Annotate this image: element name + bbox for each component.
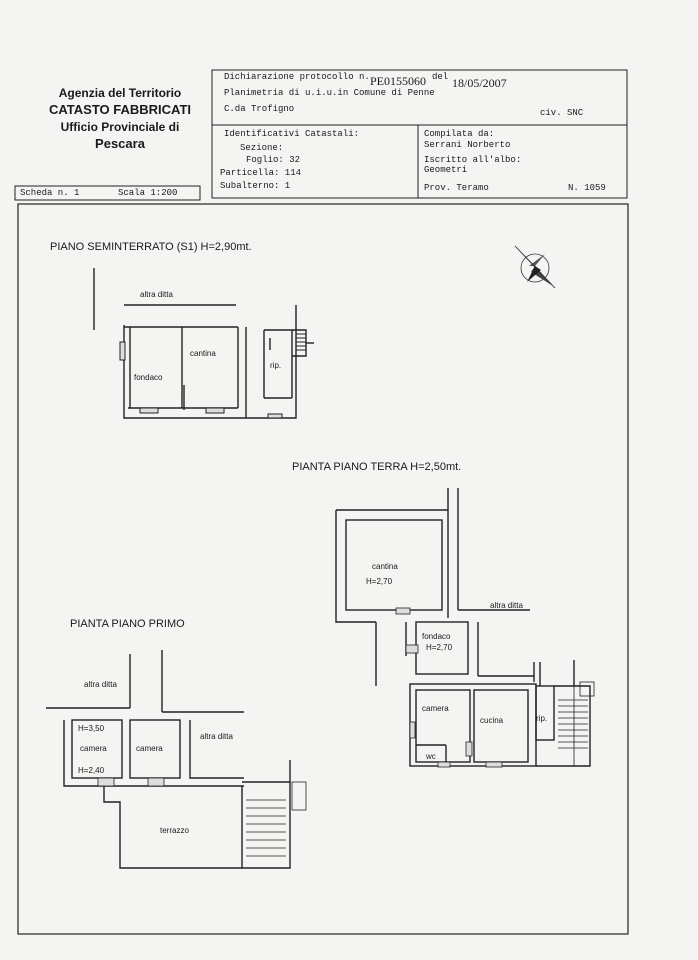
terra-cantina-height: H=2,70 <box>366 577 393 586</box>
north-arrow-icon <box>515 246 555 288</box>
terra-title: PIANTA PIANO TERRA H=2,50mt. <box>292 461 462 473</box>
compiler-label: Compilata da: <box>424 129 495 139</box>
primo-terrazzo: terrazzo <box>160 826 189 835</box>
terra-rip: rip. <box>536 714 548 723</box>
terra-altra-ditta: altra ditta <box>490 601 523 610</box>
civic-number: civ. SNC <box>540 108 584 118</box>
albo-label: Iscritto all'albo: <box>424 155 522 165</box>
primo-height-1: H=3,50 <box>78 724 105 733</box>
agency-name: Agenzia del Territorio <box>58 86 182 100</box>
terra-fondaco-height: H=2,70 <box>426 643 453 652</box>
protocol-number: PE0155060 <box>370 74 427 88</box>
terra-cantina: cantina <box>372 562 398 571</box>
scheda-label: Scheda n. 1 <box>20 188 80 198</box>
albo-value: Geometri <box>424 165 468 175</box>
office-label: Ufficio Provinciale di <box>60 120 180 134</box>
office-city: Pescara <box>95 136 145 151</box>
planimetry-text: Planimetria di u.i.u.in Comune di Penne <box>224 88 435 98</box>
seminterrato-cantina: cantina <box>190 349 216 358</box>
seminterrato-altra-ditta: altra ditta <box>140 290 173 299</box>
plan-terra <box>336 488 590 766</box>
protocol-date: 18/05/2007 <box>452 76 507 90</box>
scale-label: Scala 1:200 <box>118 188 178 198</box>
compiler-name: Serrani Norberto <box>424 140 511 150</box>
protocol-label: Dichiarazione protocollo n. <box>224 72 370 82</box>
compiler-number: N. 1059 <box>568 183 606 193</box>
cadastral-sezione: Sezione: <box>240 143 284 153</box>
catasto-title: CATASTO FABBRICATI <box>48 102 192 117</box>
primo-altra-ditta-right: altra ditta <box>200 732 233 741</box>
terra-wc: wc <box>426 752 436 761</box>
primo-camera-2: camera <box>136 744 163 753</box>
seminterrato-fondaco: fondaco <box>134 373 163 382</box>
seminterrato-rip: rip. <box>270 361 282 370</box>
cadastral-particella: Particella: 114 <box>220 168 302 178</box>
location: C.da Trofigno <box>224 104 295 114</box>
plan-seminterrato <box>94 268 314 418</box>
date-label: del <box>432 72 449 82</box>
plan-primo <box>46 650 290 868</box>
compiler-province: Prov. Teramo <box>424 183 489 193</box>
terra-camera: camera <box>422 704 449 713</box>
terra-cucina: cucina <box>480 716 504 725</box>
primo-title: PIANTA PIANO PRIMO <box>70 618 185 630</box>
drawing-frame <box>18 204 628 934</box>
primo-altra-ditta-left: altra ditta <box>84 680 117 689</box>
primo-height-2: H=2,40 <box>78 766 105 775</box>
primo-camera-1: camera <box>80 744 107 753</box>
cadastral-foglio: Foglio: 32 <box>246 155 301 165</box>
terra-fondaco: fondaco <box>422 632 451 641</box>
cadastral-subalterno: Subalterno: 1 <box>220 181 291 191</box>
seminterrato-title: PIANO SEMINTERRATO (S1) H=2,90mt. <box>50 241 252 253</box>
cadastral-title: Identificativi Catastali: <box>224 129 360 139</box>
